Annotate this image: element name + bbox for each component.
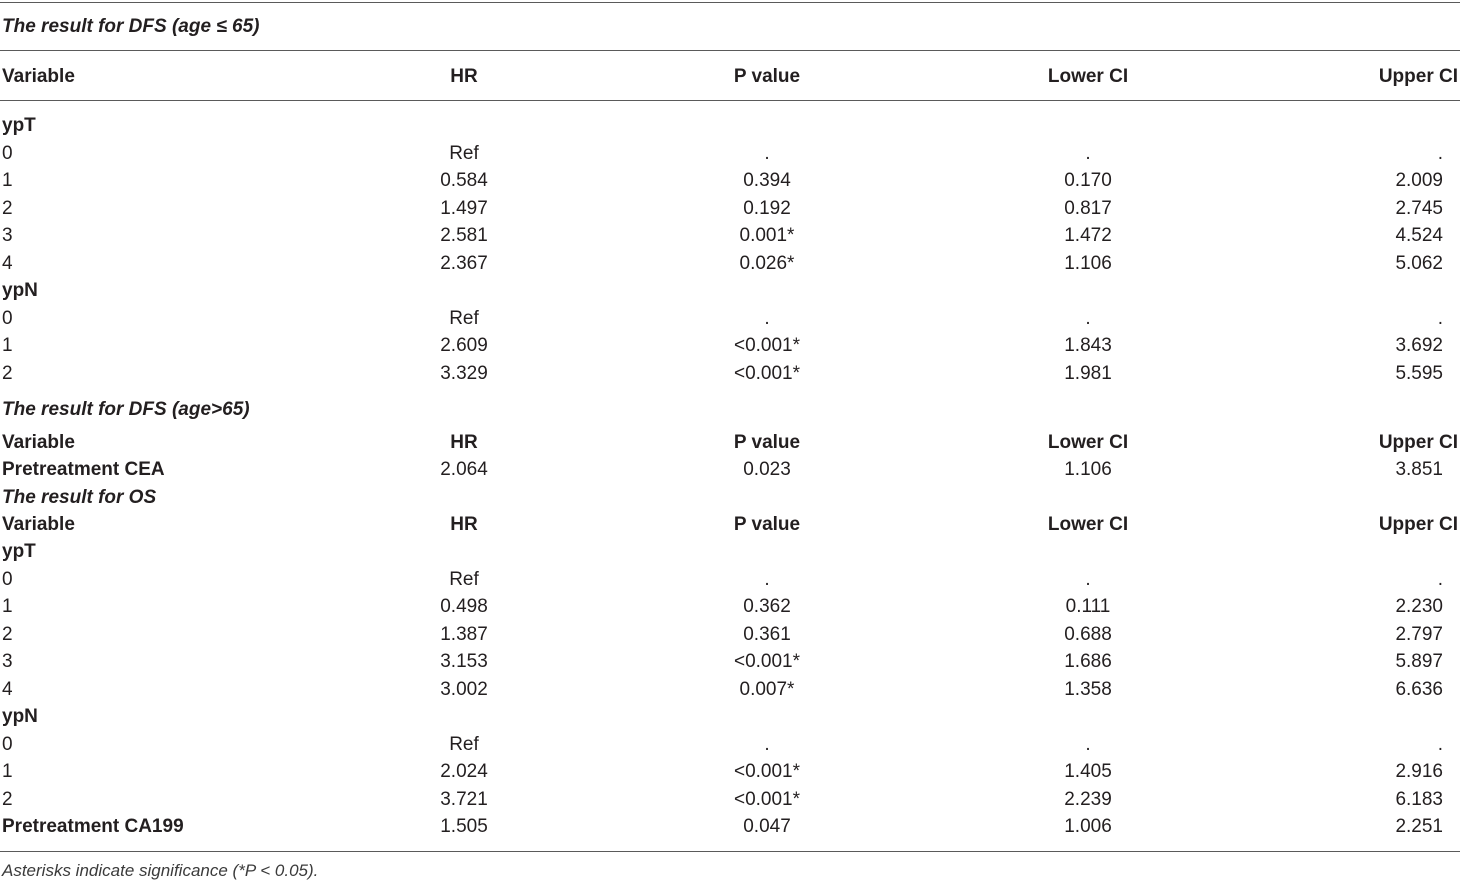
column-header-hr: HR bbox=[450, 514, 478, 535]
cell-variable: 1 bbox=[2, 761, 13, 782]
column-header-lower-ci: Lower CI bbox=[1047, 432, 1129, 453]
table-row bbox=[0, 250, 1460, 277]
cell-lower-ci: 1.981 bbox=[1064, 363, 1112, 384]
cell-hr: 0.584 bbox=[440, 170, 488, 191]
cell-lower-ci: 1.106 bbox=[1064, 253, 1112, 274]
cell-lower-ci: . bbox=[1085, 569, 1091, 590]
cell-lower-ci: 0.111 bbox=[1065, 596, 1111, 617]
column-header-variable: Variable bbox=[2, 66, 75, 87]
cell-upper-ci: 6.636 bbox=[1395, 679, 1443, 700]
table-row bbox=[0, 305, 1460, 332]
column-header-upper-ci: Upper CI bbox=[1378, 514, 1458, 535]
cell-p-value: <0.001* bbox=[733, 789, 801, 810]
cell-upper-ci: 3.692 bbox=[1395, 335, 1443, 356]
table-row bbox=[0, 786, 1460, 813]
table-row bbox=[0, 758, 1460, 785]
cell-lower-ci: 1.106 bbox=[1064, 459, 1112, 480]
cell-variable: 3 bbox=[2, 651, 13, 672]
cell-upper-ci: 2.745 bbox=[1395, 198, 1443, 219]
cell-lower-ci: 1.843 bbox=[1064, 335, 1112, 356]
cell-hr: 2.024 bbox=[440, 761, 488, 782]
column-header-p-value: P value bbox=[733, 432, 801, 453]
cell-variable: 1 bbox=[2, 335, 13, 356]
cell-hr: 2.064 bbox=[440, 459, 488, 480]
cell-hr: 1.497 bbox=[440, 198, 488, 219]
cell-hr: 2.581 bbox=[440, 225, 488, 246]
cell-p-value: 0.192 bbox=[743, 198, 791, 219]
section-title-text: The result for DFS (age>65) bbox=[2, 399, 250, 420]
column-header-lower-ci: Lower CI bbox=[1047, 514, 1129, 535]
column-header-hr: HR bbox=[450, 66, 478, 87]
cell-upper-ci: 4.524 bbox=[1395, 225, 1443, 246]
table-footnote: Asterisks indicate significance (*P < 0.05). bbox=[2, 861, 319, 880]
group-row bbox=[0, 277, 1460, 304]
cell-lower-ci: 0.817 bbox=[1064, 198, 1112, 219]
cell-upper-ci: 6.183 bbox=[1395, 789, 1443, 810]
cell-variable: 0 bbox=[2, 569, 13, 590]
table-row bbox=[0, 813, 1460, 840]
cell-variable: ypN bbox=[2, 706, 38, 727]
cell-variable: 2 bbox=[2, 624, 13, 645]
horizontal-rule bbox=[0, 851, 1460, 852]
cell-hr: 3.153 bbox=[440, 651, 488, 672]
group-row bbox=[0, 112, 1460, 139]
table-row bbox=[0, 456, 1460, 483]
cell-p-value: . bbox=[764, 308, 770, 329]
section-title-text: The result for DFS (age ≤ 65) bbox=[2, 16, 260, 37]
cell-hr: 2.609 bbox=[440, 335, 488, 356]
cell-upper-ci: 5.897 bbox=[1395, 651, 1443, 672]
cell-variable: 2 bbox=[2, 789, 13, 810]
cell-lower-ci: . bbox=[1085, 308, 1091, 329]
cell-upper-ci: . bbox=[1437, 143, 1443, 164]
table-row bbox=[0, 621, 1460, 648]
header-row bbox=[0, 511, 1460, 538]
column-header-p-value: P value bbox=[733, 66, 801, 87]
cell-lower-ci: 1.006 bbox=[1064, 816, 1112, 837]
horizontal-rule bbox=[0, 50, 1460, 51]
cell-hr: 2.367 bbox=[440, 253, 488, 274]
cell-lower-ci: . bbox=[1085, 143, 1091, 164]
table-row bbox=[0, 195, 1460, 222]
cell-p-value: <0.001* bbox=[733, 363, 801, 384]
cell-variable: 2 bbox=[2, 198, 13, 219]
cell-p-value: . bbox=[764, 734, 770, 755]
cell-hr: Ref bbox=[449, 569, 479, 590]
cell-hr: Ref bbox=[449, 734, 479, 755]
cell-variable: 1 bbox=[2, 170, 13, 191]
cell-hr: Ref bbox=[449, 308, 479, 329]
horizontal-rule bbox=[0, 100, 1460, 101]
cell-p-value: . bbox=[764, 569, 770, 590]
cell-hr: 0.498 bbox=[440, 596, 488, 617]
cell-upper-ci: 5.595 bbox=[1395, 363, 1443, 384]
column-header-p-value: P value bbox=[733, 514, 801, 535]
cell-upper-ci: . bbox=[1437, 734, 1443, 755]
cell-upper-ci: 2.230 bbox=[1395, 596, 1443, 617]
cell-hr: 3.329 bbox=[440, 363, 488, 384]
cell-p-value: 0.047 bbox=[743, 816, 791, 837]
cell-upper-ci: 2.916 bbox=[1395, 761, 1443, 782]
cell-p-value: 0.001* bbox=[739, 225, 795, 246]
cell-variable: 0 bbox=[2, 308, 13, 329]
group-row bbox=[0, 538, 1460, 565]
column-header-variable: Variable bbox=[2, 432, 75, 453]
cell-p-value: 0.026* bbox=[739, 253, 795, 274]
table-row bbox=[0, 731, 1460, 758]
cell-lower-ci: 2.239 bbox=[1064, 789, 1112, 810]
cell-variable: 0 bbox=[2, 734, 13, 755]
cell-variable: 4 bbox=[2, 679, 13, 700]
cell-p-value: 0.362 bbox=[743, 596, 791, 617]
cell-hr: 1.505 bbox=[440, 816, 488, 837]
column-header-hr: HR bbox=[450, 432, 478, 453]
cell-p-value: 0.361 bbox=[743, 624, 791, 645]
table-row bbox=[0, 593, 1460, 620]
section-title bbox=[0, 396, 1460, 423]
section-title bbox=[0, 484, 1460, 511]
section-title-text: The result for OS bbox=[2, 487, 157, 508]
cell-hr: 1.387 bbox=[440, 624, 488, 645]
section-title bbox=[0, 13, 1460, 40]
cell-upper-ci: 5.062 bbox=[1395, 253, 1443, 274]
cell-p-value: <0.001* bbox=[733, 761, 801, 782]
cell-hr: 3.721 bbox=[440, 789, 488, 810]
cell-variable: Pretreatment CA199 bbox=[2, 816, 184, 837]
cell-lower-ci: 1.472 bbox=[1064, 225, 1112, 246]
table-row bbox=[0, 332, 1460, 359]
cell-variable: ypT bbox=[2, 115, 36, 136]
cell-variable: 4 bbox=[2, 253, 13, 274]
cell-variable: ypN bbox=[2, 280, 38, 301]
column-header-variable: Variable bbox=[2, 514, 75, 535]
cell-upper-ci: 3.851 bbox=[1395, 459, 1443, 480]
table-row bbox=[0, 648, 1460, 675]
cell-variable: 1 bbox=[2, 596, 13, 617]
cell-upper-ci: 2.797 bbox=[1395, 624, 1443, 645]
cell-lower-ci: 1.686 bbox=[1064, 651, 1112, 672]
cell-upper-ci: 2.251 bbox=[1395, 816, 1443, 837]
header-row bbox=[0, 429, 1460, 456]
cell-p-value: 0.007* bbox=[739, 679, 795, 700]
cell-variable: 2 bbox=[2, 363, 13, 384]
cell-lower-ci: . bbox=[1085, 734, 1091, 755]
cell-p-value: 0.023 bbox=[743, 459, 791, 480]
cell-upper-ci: . bbox=[1437, 569, 1443, 590]
table-row bbox=[0, 167, 1460, 194]
column-header-lower-ci: Lower CI bbox=[1047, 66, 1129, 87]
cell-upper-ci: . bbox=[1437, 308, 1443, 329]
table-row bbox=[0, 140, 1460, 167]
cell-lower-ci: 1.358 bbox=[1064, 679, 1112, 700]
header-row bbox=[0, 63, 1460, 90]
cell-lower-ci: 0.688 bbox=[1064, 624, 1112, 645]
cell-variable: ypT bbox=[2, 541, 36, 562]
column-header-upper-ci: Upper CI bbox=[1378, 432, 1458, 453]
table-row bbox=[0, 566, 1460, 593]
cell-upper-ci: 2.009 bbox=[1395, 170, 1443, 191]
table-row bbox=[0, 222, 1460, 249]
cell-hr: Ref bbox=[449, 143, 479, 164]
column-header-upper-ci: Upper CI bbox=[1378, 66, 1458, 87]
group-row bbox=[0, 703, 1460, 730]
cell-variable: 3 bbox=[2, 225, 13, 246]
cell-p-value: <0.001* bbox=[733, 335, 801, 356]
cell-variable: Pretreatment CEA bbox=[2, 459, 165, 480]
cell-hr: 3.002 bbox=[440, 679, 488, 700]
cell-lower-ci: 1.405 bbox=[1064, 761, 1112, 782]
horizontal-rule bbox=[0, 2, 1460, 3]
cell-p-value: <0.001* bbox=[733, 651, 801, 672]
table-row bbox=[0, 360, 1460, 387]
cell-p-value: . bbox=[764, 143, 770, 164]
table-row bbox=[0, 676, 1460, 703]
cell-variable: 0 bbox=[2, 143, 13, 164]
cell-lower-ci: 0.170 bbox=[1064, 170, 1112, 191]
cell-p-value: 0.394 bbox=[743, 170, 791, 191]
